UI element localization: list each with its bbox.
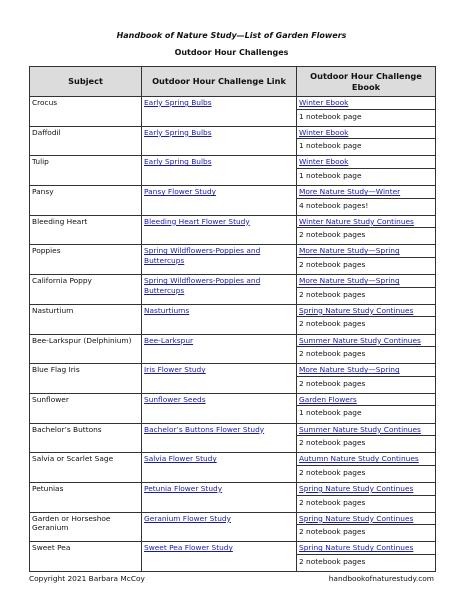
ebook-link[interactable]: Winter Ebook xyxy=(299,127,349,137)
challenge-link-cell xyxy=(142,186,297,216)
challenge-link[interactable]: Spring Wildflowers-Poppies and Buttercups xyxy=(144,246,261,266)
challenge-link[interactable]: Bleeding Heart Flower Study xyxy=(144,216,250,226)
challenge-link[interactable]: Sweet Pea Flower Study xyxy=(144,543,233,553)
challenge-link[interactable]: Salvia Flower Study xyxy=(144,454,217,464)
table-row xyxy=(30,364,436,394)
challenge-link[interactable]: Bee-Larkspur xyxy=(144,335,194,345)
table-row xyxy=(30,186,436,216)
subject-cell: California Poppy xyxy=(30,275,142,305)
subject-cell: Nasturtium xyxy=(30,304,142,334)
ebook-link[interactable]: Garden Flowers xyxy=(299,394,357,404)
ebook-cell xyxy=(297,126,436,156)
challenge-link[interactable]: Pansy Flower Study xyxy=(144,187,217,197)
notebook-pages-text: 2 notebook pages xyxy=(297,257,435,270)
ebook-cell xyxy=(297,423,436,453)
ebook-cell xyxy=(297,334,436,364)
ebook-cell xyxy=(297,482,436,512)
table-row xyxy=(30,156,436,186)
table-row xyxy=(30,97,436,127)
ebook-cell xyxy=(297,453,436,483)
table-row xyxy=(30,334,436,364)
ebook-link[interactable]: More Nature Study—Spring xyxy=(299,276,400,286)
ebook-cell xyxy=(297,542,436,572)
challenge-link[interactable]: Early Spring Bulbs xyxy=(144,157,212,167)
challenge-link[interactable]: Iris Flower Study xyxy=(144,365,206,375)
subject-cell: Tulip xyxy=(30,156,142,186)
ebook-link[interactable]: Winter Ebook xyxy=(299,157,349,167)
challenge-link-cell xyxy=(142,423,297,453)
ebook-link[interactable]: Spring Nature Study Continues xyxy=(299,305,414,315)
ebook-cell xyxy=(297,393,436,423)
challenge-link-cell xyxy=(142,304,297,334)
subject-cell: Crocus xyxy=(30,97,142,127)
ebook-link[interactable]: More Nature Study—Winter xyxy=(299,187,401,197)
notebook-pages-text: 1 notebook page xyxy=(297,405,435,418)
ebook-link[interactable]: More Nature Study—Spring xyxy=(299,246,400,256)
ebook-link[interactable]: Spring Nature Study Continues xyxy=(299,513,414,523)
notebook-pages-text: 2 notebook pages xyxy=(297,554,435,567)
challenge-link[interactable]: Nasturtiums xyxy=(144,305,190,315)
table-row xyxy=(30,275,436,305)
table-row xyxy=(30,393,436,423)
ebook-cell xyxy=(297,245,436,275)
challenge-link-cell xyxy=(142,542,297,572)
notebook-pages-text: 2 notebook pages xyxy=(297,287,435,300)
subject-cell: Blue Flag Iris xyxy=(30,364,142,394)
notebook-pages-text: 1 notebook page xyxy=(297,109,435,122)
column-header-subject: Subject xyxy=(30,67,142,97)
page-subtitle: Outdoor Hour Challenges xyxy=(174,48,289,57)
ebook-link[interactable]: Summer Nature Study Continues xyxy=(299,335,421,345)
ebook-link[interactable]: Autumn Nature Study Continues xyxy=(299,454,419,464)
notebook-pages-text: 2 notebook pages xyxy=(297,524,435,537)
ebook-link[interactable]: Summer Nature Study Continues xyxy=(299,424,421,434)
notebook-pages-text: 2 notebook pages xyxy=(297,316,435,329)
ebook-cell xyxy=(297,186,436,216)
challenge-link[interactable]: Sunflower Seeds xyxy=(144,394,206,404)
ebook-cell xyxy=(297,215,436,245)
challenge-link-cell xyxy=(142,393,297,423)
challenge-link[interactable]: Spring Wildflowers-Poppies and Buttercups xyxy=(144,276,261,295)
table-row xyxy=(30,245,436,275)
ebook-link[interactable]: Spring Nature Study Continues xyxy=(299,483,414,493)
subject-cell: Pansy xyxy=(30,186,142,216)
notebook-pages-text: 2 notebook pages xyxy=(297,346,435,359)
garden-flowers-table xyxy=(29,66,436,572)
subject-cell: Garden or Horseshoe Geranium xyxy=(30,512,142,542)
notebook-pages-text: 2 notebook pages xyxy=(297,435,435,448)
challenge-link[interactable]: Bachelor’s Buttons Flower Study xyxy=(144,424,265,434)
subject-cell: Bachelor’s Buttons xyxy=(30,423,142,453)
challenge-link-cell xyxy=(142,512,297,542)
ebook-link[interactable]: Winter Nature Study Continues xyxy=(299,216,414,226)
notebook-pages-text: 2 notebook pages xyxy=(297,495,435,508)
challenge-link-cell xyxy=(142,275,297,305)
column-header-challenge-ebook: Outdoor Hour Challenge Ebook xyxy=(297,67,436,97)
notebook-pages-text: 1 notebook page xyxy=(297,138,435,151)
challenge-link-cell xyxy=(142,126,297,156)
subject-cell: Poppies xyxy=(30,245,142,275)
table-row xyxy=(30,126,436,156)
ebook-cell xyxy=(297,364,436,394)
column-header-challenge-link: Outdoor Hour Challenge Link xyxy=(142,67,297,97)
notebook-pages-text: 4 notebook pages! xyxy=(297,198,435,211)
table-row xyxy=(30,423,436,453)
challenge-link-cell xyxy=(142,97,297,127)
table-header-row xyxy=(30,67,436,97)
subject-cell: Sweet Pea xyxy=(30,542,142,572)
challenge-link-cell xyxy=(142,245,297,275)
ebook-cell xyxy=(297,156,436,186)
challenge-link[interactable]: Geranium Flower Study xyxy=(144,513,231,523)
subject-cell: Bleeding Heart xyxy=(30,215,142,245)
challenge-link-cell xyxy=(142,156,297,186)
notebook-pages-text: 2 notebook pages xyxy=(297,465,435,478)
notebook-pages-text: 2 notebook pages xyxy=(297,376,435,389)
notebook-pages-text: 2 notebook pages xyxy=(297,227,435,240)
ebook-cell xyxy=(297,304,436,334)
table-row xyxy=(30,512,436,542)
subject-cell: Bee-Larkspur (Delphinium) xyxy=(30,334,142,364)
challenge-link-cell xyxy=(142,453,297,483)
notebook-pages-text: 1 notebook page xyxy=(297,168,435,181)
subject-cell: Sunflower xyxy=(30,393,142,423)
table-row xyxy=(30,542,436,572)
ebook-link[interactable]: Spring Nature Study Continues xyxy=(299,543,414,553)
subject-cell: Daffodil xyxy=(30,126,142,156)
ebook-cell xyxy=(297,275,436,305)
site-url: handbookofnaturestudy.com xyxy=(328,574,434,583)
table-row xyxy=(30,482,436,512)
challenge-link-cell xyxy=(142,364,297,394)
challenge-link[interactable]: Early Spring Bulbs xyxy=(144,127,212,137)
table-row xyxy=(30,304,436,334)
challenge-link[interactable]: Petunia Flower Study xyxy=(144,483,223,493)
subject-cell: Salvia or Scarlet Sage xyxy=(30,453,142,483)
ebook-link[interactable]: More Nature Study—Spring xyxy=(299,365,400,375)
challenge-link-cell xyxy=(142,482,297,512)
challenge-link-cell xyxy=(142,215,297,245)
challenge-link-cell xyxy=(142,334,297,364)
table-row xyxy=(30,453,436,483)
ebook-cell xyxy=(297,97,436,127)
page-title: Handbook of Nature Study—List of Garden Flowers xyxy=(116,31,347,40)
ebook-link[interactable]: Winter Ebook xyxy=(299,98,349,107)
ebook-cell xyxy=(297,512,436,542)
subject-cell: Petunias xyxy=(30,482,142,512)
copyright-text: Copyright 2021 Barbara McCoy xyxy=(29,574,145,583)
challenge-link[interactable]: Early Spring Bulbs xyxy=(144,98,212,107)
table-row xyxy=(30,215,436,245)
